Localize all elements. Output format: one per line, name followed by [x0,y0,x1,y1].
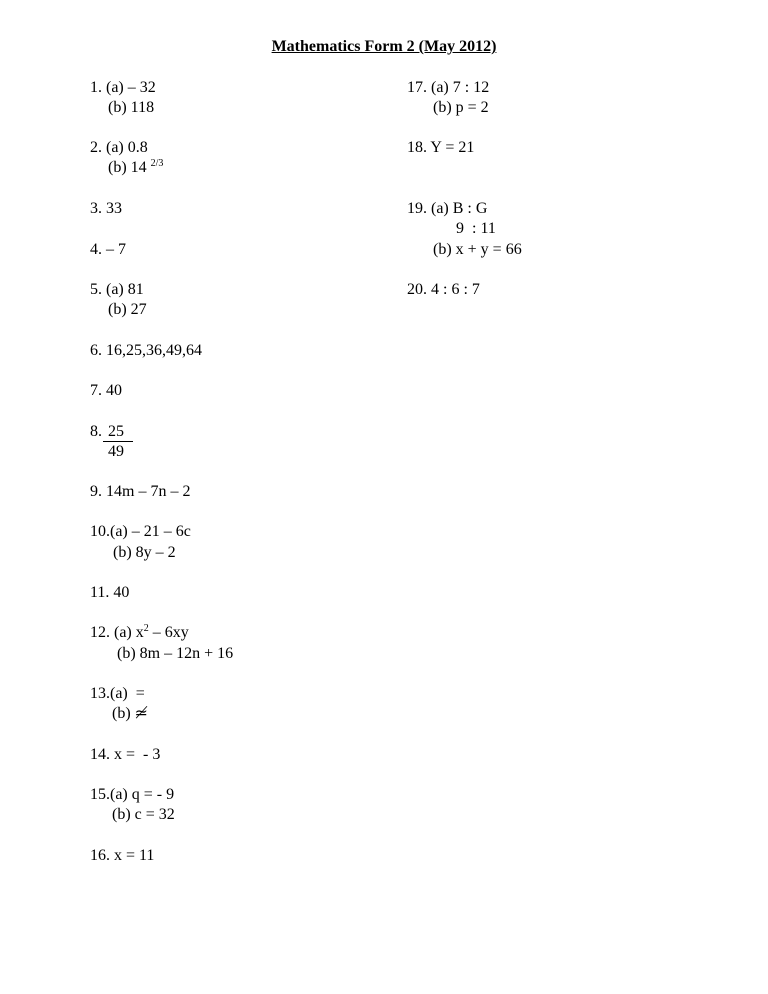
answer-2b [108,158,163,178]
answer-15b: (b) c = 32 [112,806,175,823]
answer-20: 20. 4 : 6 : 7 [407,281,480,298]
answer-12a-rest: – 6xy [148,624,189,641]
answer-12b: (b) 8m – 12n + 16 [117,645,234,662]
answer-19a: 19. (a) B : G [407,200,488,217]
answer-14: 14. x = - 3 [90,746,161,763]
answer-13a: 13.(a) = [90,685,145,702]
answer-2b-text: (b) 14 [108,159,147,176]
answer-10a: 10.(a) – 21 – 6c [90,523,191,540]
answer-9: 9. 14m – 7n – 2 [90,483,191,500]
answer-13b: (b) ≄ [112,705,149,722]
answer-2b-superscript: 2/3 [150,158,164,169]
page-title: Mathematics Form 2 (May 2012) [271,38,497,55]
answer-8-numerator: 25 [108,423,124,440]
answer-2a: 2. (a) 0.8 [90,139,148,156]
answer-19-ratio: 9 : 11 [456,220,496,237]
answer-8-label: 8. [90,423,102,440]
answer-12a-superscript: 2 [143,623,149,634]
answer-12a [90,623,189,643]
answer-6: 6. 16,25,36,49,64 [90,342,202,359]
answer-17a: 17. (a) 7 : 12 [407,79,490,96]
answer-8-denominator: 49 [108,443,124,460]
answer-15a: 15.(a) q = - 9 [90,786,175,803]
answer-10b: (b) 8y – 2 [113,544,176,561]
answer-1a: 1. (a) – 32 [90,79,156,96]
answer-11: 11. 40 [90,584,130,601]
answer-16: 16. x = 11 [90,847,155,864]
answer-7: 7. 40 [90,382,122,399]
answer-5a: 5. (a) 81 [90,281,144,298]
answer-12a-text: 12. (a) x [90,624,144,641]
answer-3: 3. 33 [90,200,122,217]
answer-1b: (b) 118 [108,99,155,116]
answer-5b: (b) 27 [108,301,147,318]
answer-18: 18. Y = 21 [407,139,475,156]
answer-4: 4. – 7 [90,241,126,258]
answer-17b: (b) p = 2 [433,99,489,116]
answer-19b: (b) x + y = 66 [433,241,522,258]
